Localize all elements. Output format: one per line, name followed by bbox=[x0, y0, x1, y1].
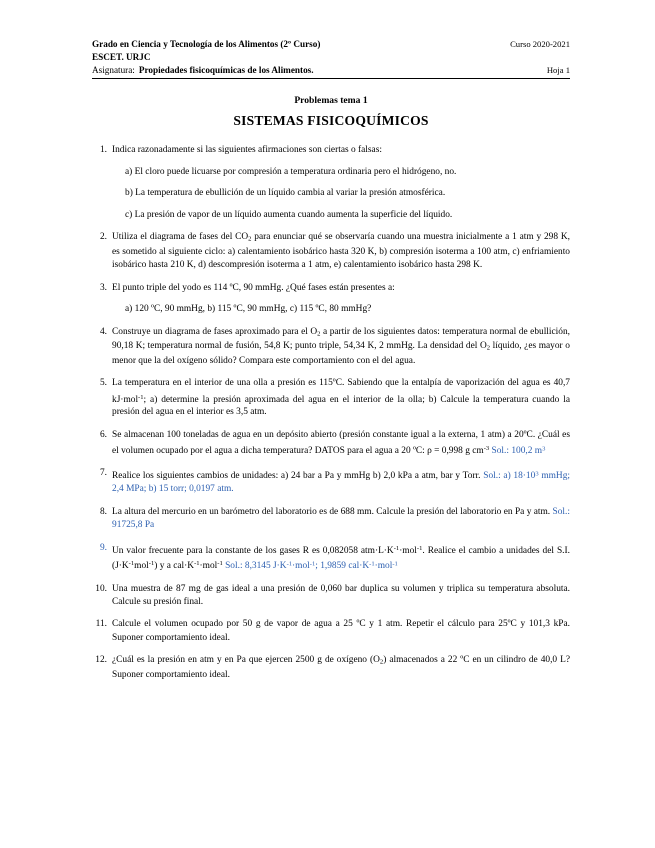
problem-statement: ¿Cuál es la presión en atm y en Pa que ejercen 2500 g de oxígeno $(O_2)$ almacenados a 22 ºC en un cilindro de 40,0 L? Suponer comportamiento ideal. bbox=[112, 655, 570, 680]
school-name: ESCET. URJC bbox=[92, 52, 151, 62]
problem-number: 9. bbox=[99, 542, 107, 553]
problem-statement: Construye un diagrama de fases aproximado para el $O_2$ a partir de los siguientes datos: temperatura normal de ebullición, 90,18 K; temperatura normal de fusión, 54,8 K; punto triple, 54,34 K, 2 mmHg. La densidad del $O_2$ líquido, ¿es mayor o menor que la del oxígeno sólido? Compara este comportamiento con el del agua. bbox=[112, 326, 570, 366]
sheet-number: Hoja 1 bbox=[546, 65, 570, 75]
problem-number: 7. bbox=[99, 468, 107, 479]
problem-number: 2. bbox=[99, 232, 107, 243]
problem-item bbox=[92, 377, 570, 419]
problem-item bbox=[92, 282, 570, 317]
problem-statement: Realice los siguientes cambios de unidades: a) 24 bar a Pa y mmHg b) 2,0 kPa a atm, bar y Torr. Sol.: a) $18\cdot 10^3$ mmHg; 2,4 MPa; b) 15 torr; 0,0197 atm. bbox=[112, 470, 570, 495]
problem-statement: Utiliza el diagrama de fases del $CO_2$ para enunciar qué se observaría cuando una muestra inicialmente a 1 atm y 298 K, es sometido al siguiente ciclo: a) calentamiento isobárico hasta 320 K, b) compresión isoterma a 100 atm, c) enfriamiento isobárico hasta 210 K, d) descompresión isoterma a 1 atm, e) calentamiento isobárico hasta 298 K. bbox=[112, 232, 570, 270]
problem-subitem: a) 120 ºC, 90 mmHg, b) 115 ºC, 90 mmHg, c) 115 ºC, 80 mmHg? bbox=[125, 304, 372, 315]
page-title: SISTEMAS FISICOQUÍMICOS bbox=[233, 113, 429, 128]
problem-body bbox=[112, 231, 570, 272]
problem-number: 3. bbox=[99, 282, 107, 293]
problem-number: 10. bbox=[95, 583, 107, 594]
problem-body bbox=[112, 542, 570, 574]
problem-item bbox=[92, 429, 570, 458]
problem-body bbox=[112, 429, 570, 458]
problem-body bbox=[112, 282, 570, 317]
problem-subitem: c) La presión de vapor de un líquido aumenta cuando aumenta la superficie del líquido. bbox=[125, 209, 453, 220]
problem-body bbox=[112, 326, 570, 368]
problem-item bbox=[92, 506, 570, 532]
subject-value: Propiedades fisicoquímicas de los Alimentos. bbox=[138, 65, 314, 75]
problem-statement: La temperatura en el interior de una olla a presión es 115ºC. Sabiendo que la entalpía de vaporización del agua es 40,7 kJ·mol$^{-1}$; a) determine la presión aproximada del agua en el interior de la olla; b) Calcule la temperatura cuando la presión del agua en el interior es 3,5 atm. bbox=[112, 378, 570, 418]
problem-body bbox=[112, 377, 570, 419]
problem-body bbox=[112, 144, 570, 222]
problem-item bbox=[92, 467, 570, 496]
problem-list bbox=[92, 144, 570, 682]
problem-item bbox=[92, 542, 570, 574]
problem-body bbox=[112, 618, 570, 644]
problem-statement: La altura del mercurio en un barómetro del laboratorio es de 688 mm. Calcule la presión del laboratorio en Pa y atm. Sol.: 91725,8 Pa bbox=[112, 506, 570, 530]
problem-statement: Una muestra de 87 mg de gas ideal a una presión de 0,060 bar duplica su volumen y triplica su temperatura absoluta. Calcule su presión final. bbox=[112, 583, 570, 607]
problem-statement: El punto triple del yodo es 114 ºC, 90 mmHg. ¿Qué fases están presentes a: bbox=[112, 282, 395, 293]
problem-body bbox=[112, 583, 570, 609]
problem-subitem: a) El cloro puede licuarse por compresión a temperatura ordinaria pero el hidrógeno, no. bbox=[125, 166, 457, 177]
problem-item bbox=[92, 326, 570, 368]
problem-statement: Calcule el volumen ocupado por 50 g de vapor de agua a 25 ºC y 1 atm. Repetir el cálculo para 25ºC y 101,3 kPa. Suponer comportamiento ideal. bbox=[112, 619, 570, 643]
degree-title: Grado en Ciencia y Tecnología de los Alimentos (2º Curso) bbox=[92, 39, 321, 49]
problem-number: 4. bbox=[99, 326, 107, 337]
problem-body bbox=[112, 467, 570, 496]
problem-body bbox=[112, 654, 570, 682]
problem-subitem: b) La temperatura de ebullición de un líquido cambia al variar la presión atmosférica. bbox=[125, 188, 446, 199]
course-year: Curso 2020-2021 bbox=[510, 39, 570, 49]
problem-number: 11. bbox=[95, 619, 107, 630]
problem-number: 12. bbox=[95, 655, 107, 666]
problem-statement: Indica razonadamente si las siguientes afirmaciones son ciertas o falsas: bbox=[112, 145, 382, 155]
problem-body bbox=[112, 506, 570, 532]
header-row-subject bbox=[92, 64, 570, 77]
problem-number: 1. bbox=[99, 145, 107, 155]
subtitle: Problemas tema 1 bbox=[294, 95, 368, 106]
problem-number: 6. bbox=[99, 429, 107, 440]
problem-number: 5. bbox=[99, 378, 107, 389]
document-content bbox=[92, 38, 570, 691]
problem-item bbox=[92, 654, 570, 682]
problem-item bbox=[92, 583, 570, 609]
problem-item bbox=[92, 618, 570, 644]
problem-statement: Se almacenan 100 toneladas de agua en un depósito abierto (presión constante igual a la externa, 1 atm) a 20ºC. ¿Cuál es el volumen ocupado por el agua a dicha temperatura? DATOS para el agua a 20 ºC: ρ = 0,998 g $cm^{-3}$ Sol.: 100,2 $m^3$ bbox=[112, 429, 570, 456]
problem-item bbox=[92, 144, 570, 222]
problem-number: 8. bbox=[99, 506, 107, 517]
problem-statement: Un valor frecuente para la constante de los gases R es 0,082058 $atm\cdot L\cdot K^{-1}\cdot mol^{-1}$. Realice el cambio a unidades del S.I. $(J\cdot K^{-1}mol^{-1})$ y a $cal\cdot K^{-1}\cdot mol^{-1}$ Sol.: 8,3145 $J\cdot K^{-1}\cdot mol^{-1}$; 1,9859 $cal\cdot K^{-1}\cdot mol^{-1}$ bbox=[112, 544, 570, 572]
subject-label: Asignatura: bbox=[92, 65, 135, 75]
header-row-degree bbox=[92, 38, 570, 51]
problem-item bbox=[92, 231, 570, 272]
header-divider bbox=[92, 78, 570, 79]
